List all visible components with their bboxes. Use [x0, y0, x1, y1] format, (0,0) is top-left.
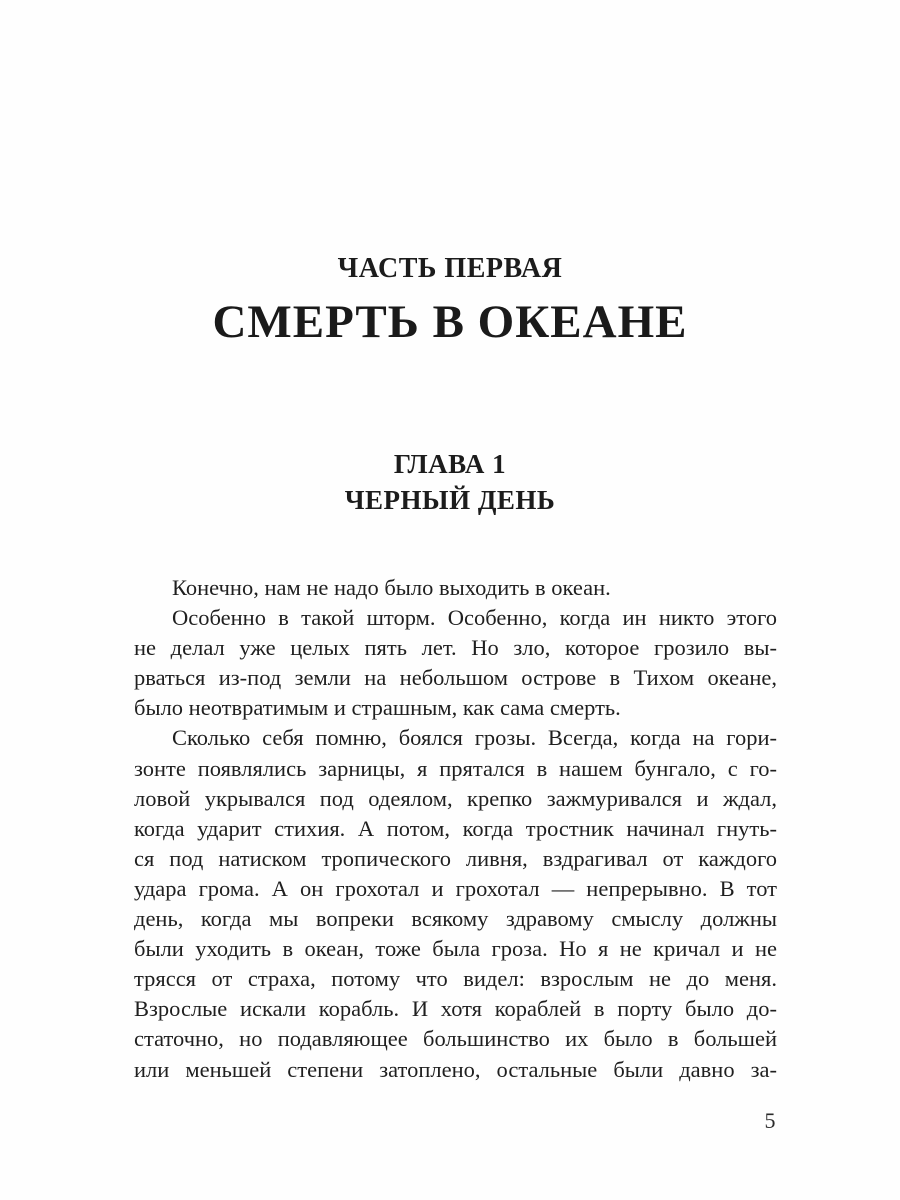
text-line: Особенно в такой шторм. Особенно, когда ин никто этого — [172, 605, 777, 631]
text-line: удара грома. А он грохотал и грохотал — непрерывно. В тот — [134, 875, 777, 901]
text-line: Конечно, нам не надо было выходить в океан. — [172, 575, 611, 600]
text-line: рваться из-под земли на небольшом острове в Тихом океане, — [134, 665, 777, 691]
text-line: Сколько себя помню, боялся грозы. Всегда, когда на гори- — [172, 725, 777, 751]
text-line: день, когда мы вопреки всякому здравому смыслу должны — [134, 906, 777, 932]
text-line: Взрослые искали корабль. И хотя кораблей в порту было до- — [134, 996, 777, 1022]
text-line: или меньшей степени затоплено, остальные были давно за- — [134, 1056, 777, 1082]
text-line: не делал уже целых пять лет. Но зло, которое грозило вы- — [134, 635, 777, 661]
chapter-body-text — [134, 573, 777, 1085]
text-line: ловой укрывался под одеялом, крепко зажмуривался и ждал, — [134, 785, 777, 811]
chapter-title: ЧЕРНЫЙ ДЕНЬ — [344, 485, 556, 515]
text-line: ся под натиском тропического ливня, вздрагивал от каждого — [134, 845, 777, 871]
chapter-number: ГЛАВА 1 — [393, 449, 507, 479]
text-line: трясся от страха, потому что видел: взрослым не до меня. — [134, 966, 777, 992]
text-line: статочно, но подавляющее большинство их было в большей — [134, 1026, 777, 1052]
part-title: СМЕРТЬ В ОКЕАНЕ — [212, 296, 688, 348]
text-line: было неотвратимым и страшным, как сама смерть. — [134, 695, 621, 721]
text-line: были уходить в океан, тоже была гроза. Но я не кричал и не — [134, 936, 777, 962]
text-line: зонте появлялись зарницы, я прятался в нашем бунгало, с го- — [134, 755, 777, 781]
page-number: 5 — [764, 1108, 776, 1133]
part-label: ЧАСТЬ ПЕРВАЯ — [337, 253, 563, 284]
text-line: когда ударит стихия. А потом, когда тростник начинал гнуть- — [134, 815, 777, 841]
